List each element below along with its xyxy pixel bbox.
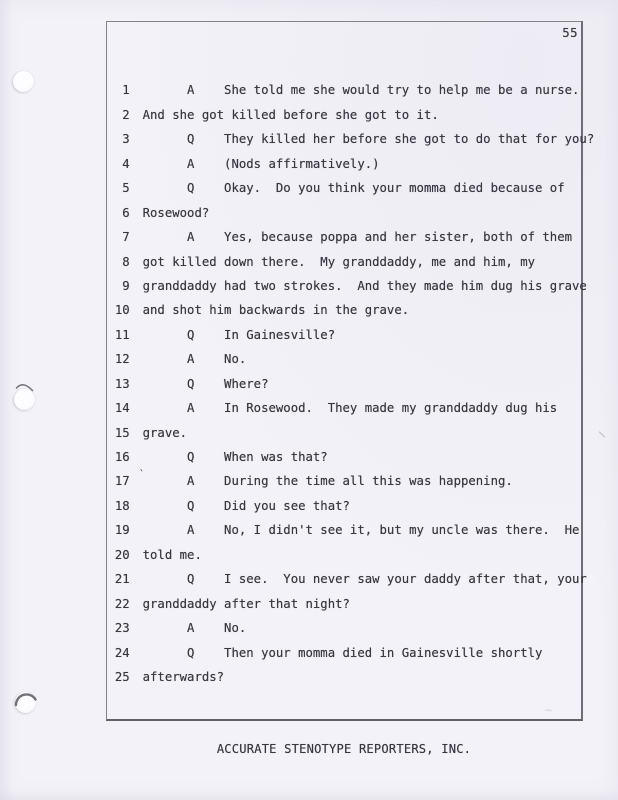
hole-punch-middle-icon <box>14 389 35 410</box>
line-number: 12 <box>114 352 130 367</box>
line-text: A During the time all this was happening. <box>142 474 513 489</box>
line-number: 23 <box>114 621 130 636</box>
line-number: 22 <box>114 596 130 611</box>
line-text: got killed down there. My granddaddy, me and him, my <box>142 254 536 269</box>
line-text: Q Then your momma died in Gainesville shortly <box>142 645 543 660</box>
line-text: A No. <box>142 621 247 636</box>
line-text: grave. <box>142 425 188 440</box>
reporter-footer: ACCURATE STENOTYPE REPORTERS, INC. <box>216 742 472 756</box>
line-number: 10 <box>114 303 130 318</box>
line-number: 3 <box>122 132 130 147</box>
line-text: Q Did you see that? <box>142 498 350 513</box>
line-number: 20 <box>114 547 130 562</box>
line-number: 5 <box>122 181 130 196</box>
line-number: 4 <box>122 156 130 171</box>
line-number: 25 <box>114 669 130 684</box>
hole-punch-top-icon <box>13 71 34 92</box>
line-number: 15 <box>114 425 130 440</box>
line-number: 1 <box>122 83 130 98</box>
transcript-lines <box>0 54 618 684</box>
line-number: 17 <box>114 474 130 489</box>
line-text: And she got killed before she got to it. <box>142 107 439 122</box>
line-text: A Yes, because poppa and her sister, both of them <box>142 230 573 245</box>
line-text: A (Nods affirmatively.) <box>142 156 380 171</box>
line-number: 8 <box>122 254 130 269</box>
line-number: 7 <box>122 230 130 245</box>
pen-tick-mark: ` <box>137 467 146 482</box>
line-number: 24 <box>114 645 130 660</box>
line-text: and shot him backwards in the grave. <box>142 303 410 318</box>
line-text: Q When was that? <box>142 450 328 465</box>
line-number: 21 <box>114 572 130 587</box>
line-text: afterwards? <box>142 669 225 684</box>
line-number: 14 <box>114 401 130 416</box>
line-number: 13 <box>114 376 130 391</box>
page-number: 55 <box>562 26 578 40</box>
line-text: A In Rosewood. They made my granddaddy dug his <box>142 401 558 416</box>
line-text: Q In Gainesville? <box>142 327 336 342</box>
line-text: Q Okay. Do you think your momma died because of <box>142 181 565 196</box>
line-text: Q Where? <box>142 376 269 391</box>
line-text: granddaddy had two strokes. And they made him dug his grave <box>142 278 587 293</box>
line-text: A She told me she would try to help me be a nurse. <box>142 83 580 98</box>
line-number: 11 <box>114 327 130 342</box>
line-number: 6 <box>122 205 130 220</box>
line-text: told me. <box>142 547 202 562</box>
line-text: A No. <box>142 352 247 367</box>
line-text: Rosewood? <box>142 205 210 220</box>
line-text: A No, I didn't see it, but my uncle was there. He <box>142 523 580 538</box>
line-number: 2 <box>122 107 130 122</box>
transcript-line <box>0 54 618 98</box>
line-number: 16 <box>114 450 130 465</box>
line-text: Q They killed her before she got to do that for you? <box>142 132 595 147</box>
line-number: 18 <box>114 498 130 513</box>
line-number: 9 <box>122 278 130 293</box>
line-text: granddaddy after that night? <box>142 596 350 611</box>
hole-punch-bottom-icon <box>15 692 36 713</box>
line-number: 19 <box>114 523 130 538</box>
line-text: Q I see. You never saw your daddy after that, your <box>142 572 587 587</box>
